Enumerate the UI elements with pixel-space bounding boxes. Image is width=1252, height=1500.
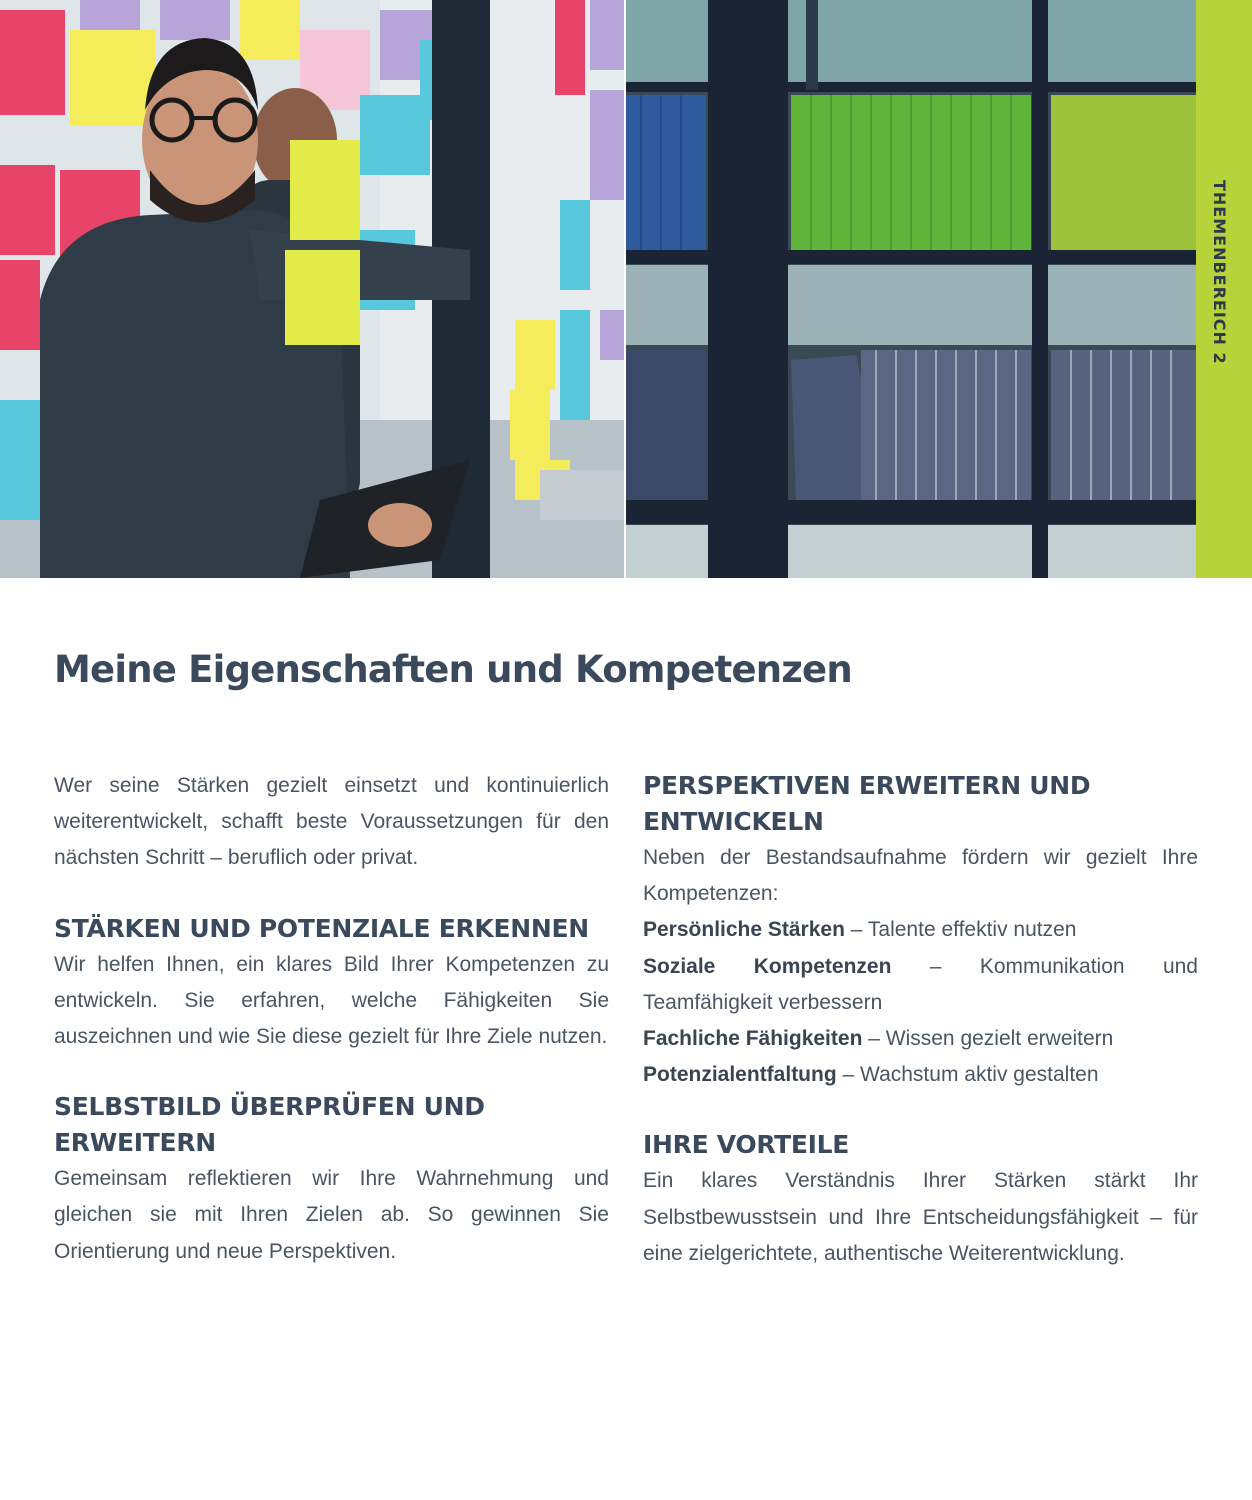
list-item [643,1057,1198,1093]
photo-sticky-notes [0,0,624,578]
intro-paragraph: Wer seine Stärken gezielt einsetzt und kontinuierlich weiterentwickelt, schafft beste Voraussetzungen für den nächsten Schritt – beruflich oder privat. [54,774,609,870]
section-body-perspektiven: Neben der Bestandsaufnahme fördern wir gezielt Ihre Kompetenzen: [643,846,1198,906]
section-body-staerken: Wir helfen Ihnen, ein klares Bild Ihrer Kompetenzen zu entwickeln. Sie erfahren, welche Fähigkeiten Sie auszeichnen und wie Sie diese gezielt für Ihre Ziele nutzen. [54,952,609,1049]
sticky-notes-illustration [0,0,624,578]
list-item-desc: – Wissen gezielt erweitern [868,1027,1114,1051]
section-heading-vorteile: IHRE VORTEILE [643,1130,850,1160]
header-photo-area [0,0,1252,578]
spacer [643,1093,1198,1127]
list-item-desc: – Kommunikation und Teamfähigkeit verbessern [643,954,1198,1014]
section-heading-perspektiven: PERSPEKTIVEN ERWEITERN UND ENTWICKELN [643,771,1091,836]
list-item-term: Potenzialentfaltung [643,1063,837,1087]
page-title: Meine Eigenschaften und Kompetenzen [54,648,852,691]
list-item-term: Soziale Kompetenzen [643,954,892,978]
section-body-selbstbild: Gemeinsam reflektieren wir Ihre Wahrnehmung und gleichen sie mit Ihren Zielen ab. So gewinnen Sie Orientierung und neue Perspektiven. [54,1167,609,1263]
section-heading-staerken: STÄRKEN UND POTENZIALE ERKENNEN [54,913,589,943]
list-item-term: Persönliche Stärken [643,918,845,942]
section-body-vorteile: Ein klares Verständnis Ihrer Stärken stärkt Ihr Selbstbewusstsein und Ihre Entscheidungsfähigkeit – für eine zielgerichtete, authentische Weiterentwicklung. [643,1169,1198,1265]
list-item-desc: – Talente effektiv nutzen [850,918,1077,942]
spacer [54,877,609,911]
list-item [643,1021,1198,1057]
spacer [54,1055,609,1089]
list-item [643,949,1198,1021]
right-column [643,768,1198,1272]
side-tab-label: THEMENBEREICH 2 [1210,180,1229,365]
left-column [54,768,609,1270]
bookshelf-illustration [626,0,1196,578]
list-item-term: Fachliche Fähigkeiten [643,1027,863,1051]
list-item [643,912,1198,948]
section-heading-selbstbild: SELBSTBILD ÜBERPRÜFEN UND ERWEITERN [54,1092,485,1158]
photo-bookshelf [626,0,1196,578]
list-item-desc: – Wachstum aktiv gestalten [842,1063,1099,1087]
side-tab-themenbereich [1196,0,1252,578]
